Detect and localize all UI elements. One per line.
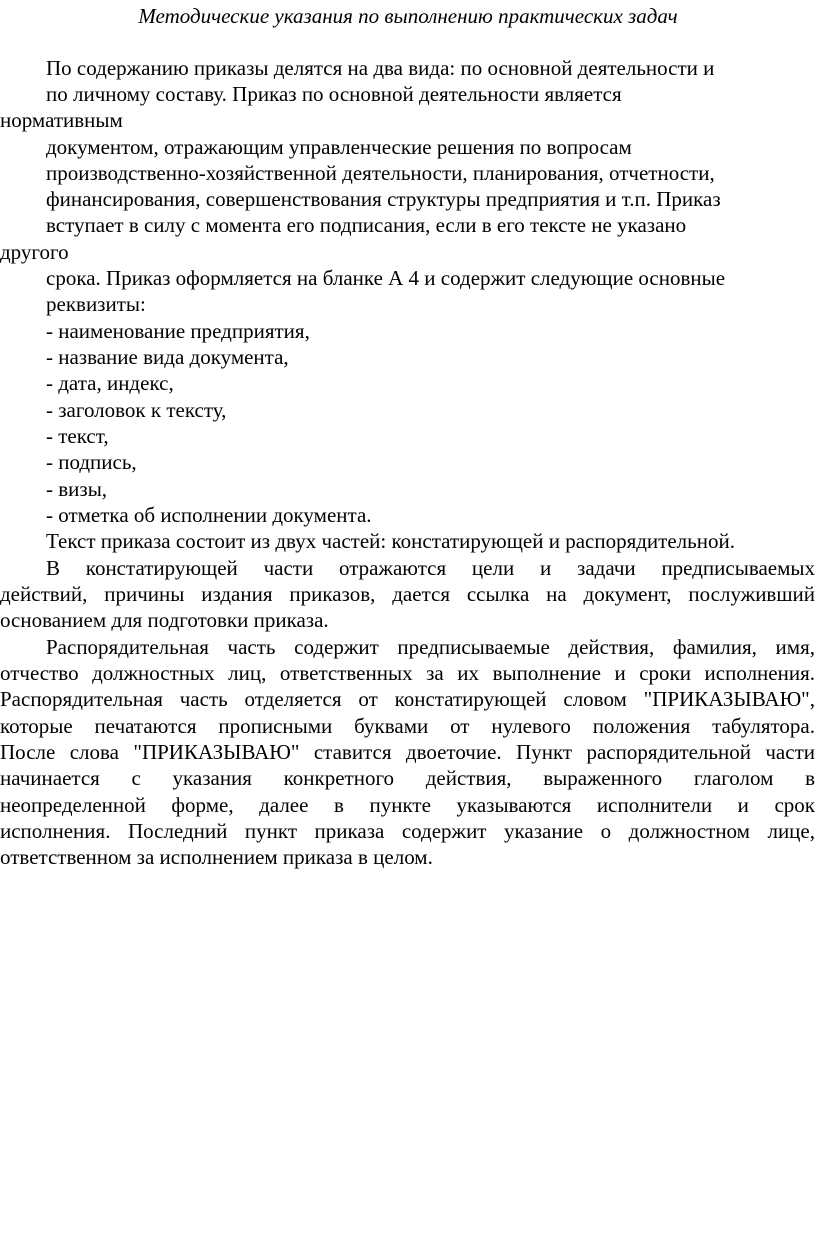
text-line: отчество должностных лиц, ответственных за их выполнение и сроки исполнения. bbox=[0, 661, 815, 685]
text-line: которые печатаются прописными буквами от нулевого положения табулятора. bbox=[0, 714, 815, 738]
text-line: После слова "ПРИКАЗЫВАЮ" ставится двоеточие. Пункт распорядительной части bbox=[0, 740, 815, 764]
list-item: - заголовок к тексту, bbox=[46, 398, 227, 422]
list-item: - наименование предприятия, bbox=[46, 319, 310, 343]
list-item: - отметка об исполнении документа. bbox=[46, 503, 372, 527]
text-line: По содержанию приказы делятся на два вида: по основной деятельности и bbox=[46, 56, 715, 80]
text-line: вступает в силу с момента его подписания, если в его тексте не указано bbox=[46, 213, 687, 237]
text-line: начинается с указания конкретного действия, выраженного глаголом в bbox=[0, 766, 815, 790]
list-item: - название вида документа, bbox=[46, 345, 289, 369]
text-line: Распорядительная часть отделяется от констатирующей словом "ПРИКАЗЫВАЮ", bbox=[0, 687, 815, 711]
text-line: по личному составу. Приказ по основной деятельности является bbox=[46, 82, 622, 106]
text-line: финансирования, совершенствования структуры предприятия и т.п. Приказ bbox=[46, 187, 721, 211]
text-line: В констатирующей части отражаются цели и задачи предписываемых bbox=[46, 556, 815, 580]
text-line: основанием для подготовки приказа. bbox=[0, 608, 329, 632]
text-line: другого bbox=[0, 240, 69, 264]
list-item: - дата, индекс, bbox=[46, 371, 174, 395]
text-line: документом, отражающим управленческие решения по вопросам bbox=[46, 135, 632, 159]
text-line: Текст приказа состоит из двух частей: констатирующей и распорядительной. bbox=[46, 529, 735, 553]
text-line: исполнения. Последний пункт приказа содержит указание о должностном лице, bbox=[0, 819, 815, 843]
list-item: - текст, bbox=[46, 424, 109, 448]
list-item: - подпись, bbox=[46, 450, 137, 474]
text-line: нормативным bbox=[0, 108, 123, 132]
text-line: реквизиты: bbox=[46, 292, 146, 316]
text-line: производственно-хозяйственной деятельности, планирования, отчетности, bbox=[46, 161, 715, 185]
list-item: - визы, bbox=[46, 477, 108, 501]
text-line: Распорядительная часть содержит предписываемые действия, фамилия, имя, bbox=[46, 635, 815, 659]
text-line: действий, причины издания приказов, дается ссылка на документ, послуживший bbox=[0, 582, 815, 606]
text-line: ответственном за исполнением приказа в целом. bbox=[0, 845, 433, 869]
page-header: Методические указания по выполнению практических задач bbox=[138, 4, 678, 28]
text-line: срока. Приказ оформляется на бланке А 4 и содержит следующие основные bbox=[46, 266, 726, 290]
text-line: неопределенной форме, далее в пункте указываются исполнители и срок bbox=[0, 793, 815, 817]
